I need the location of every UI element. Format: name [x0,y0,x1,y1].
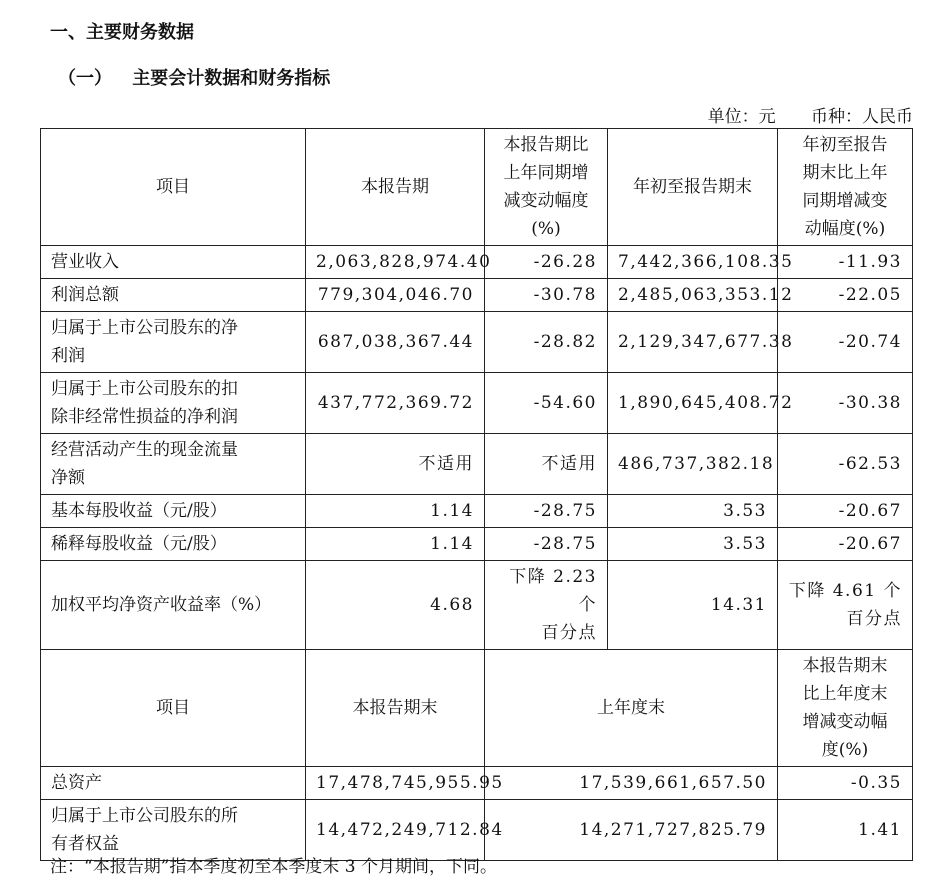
row-item-line: 总资产 [51,773,102,793]
row-item [41,528,306,561]
cell-yoy [485,312,608,373]
row-item-line: 归属于上市公司股东的净 [51,318,238,338]
cell-period-end: 17,478,745,955.95 [306,767,485,800]
header-line: 本报告期比 [503,135,589,155]
cell-change: -0.35 [778,767,913,800]
cell-period-end: 14,472,249,712.84 [306,800,485,861]
unit-label: 单位：元 [707,107,776,127]
cell-current: 1.14 [306,528,485,561]
row-item-line: 有者权益 [51,834,119,854]
subsection-title-text: 主要会计数据和财务指标 [132,68,331,89]
header-line: 增减变动幅 [802,712,888,732]
cell-current: 4.68 [306,561,485,650]
row-item-line: 经营活动产生的现金流量 [51,440,238,460]
cell-ytd: 1,890,645,408.72 [608,373,778,434]
cell-line: 百分点 [846,609,902,629]
table-row [41,528,913,561]
row-item-line: 基本每股收益（元/股） [51,501,227,521]
header-line: 度(%) [821,740,869,760]
cell-ytd: 2,485,063,353.12 [608,279,778,312]
header-line: 本报告期末 [802,656,888,676]
cell-line: 百分点 [541,623,597,643]
cell-change: 1.41 [778,800,913,861]
cell-ytd-yoy [778,312,913,373]
cell-yoy [485,279,608,312]
cell-line: -54.60 [533,393,597,413]
unit-line [708,102,913,127]
cell-ytd-yoy [778,495,913,528]
cell-line: -20.74 [838,332,902,352]
header-line: 期末比上年 [802,163,888,183]
row-item-line: 利润 [51,346,85,366]
row-item [41,279,306,312]
cell-current: 1.14 [306,495,485,528]
row-item [41,767,306,800]
cell-ytd-yoy [778,561,913,650]
header-line: 减变动幅度 [503,191,589,211]
subsection-title [58,64,330,90]
cell-line: -26.28 [533,252,597,272]
cell-line: -62.53 [838,454,902,474]
table-row [41,373,913,434]
cell-line: -22.05 [838,285,902,305]
row-item [41,434,306,495]
row-item [41,561,306,650]
row-item-line: 营业收入 [51,252,119,272]
cell-ytd-yoy [778,373,913,434]
row-item [41,246,306,279]
currency-label: 币种：人民币 [811,107,913,127]
cell-line: -28.82 [533,332,597,352]
row-item [41,495,306,528]
header-ytd: 年初至报告期末 [608,129,778,246]
cell-line: -30.78 [533,285,597,305]
cell-ytd-yoy [778,434,913,495]
header-line: 比上年度末 [802,684,888,704]
cell-ytd: 7,442,366,108.35 [608,246,778,279]
header-line: 动幅度(%) [804,219,886,239]
table-row [41,312,913,373]
cell-prior-year-end: 14,271,727,825.79 [485,800,778,861]
cell-yoy [485,495,608,528]
header-item: 项目 [41,129,306,246]
financial-data-table [40,128,913,861]
cell-line: -28.75 [533,501,597,521]
header-yoy [485,129,608,246]
cell-ytd: 486,737,382.18 [608,434,778,495]
row-item-line: 除非经常性损益的净利润 [51,407,238,427]
table-row [41,279,913,312]
header-ytd-yoy [778,129,913,246]
footnote: 注：“本报告期”指本季度初至本季度末 3 个月期间，下同。 [50,857,498,877]
cell-ytd: 3.53 [608,528,778,561]
header-line: 同期增减变 [802,191,888,211]
cell-current: 不适用 [306,434,485,495]
header-current: 本报告期 [306,129,485,246]
cell-current: 2,063,828,974.40 [306,246,485,279]
row-item-line: 归属于上市公司股东的扣 [51,379,238,399]
row-item-line: 归属于上市公司股东的所 [51,806,238,826]
cell-ytd: 3.53 [608,495,778,528]
cell-line: -28.75 [533,534,597,554]
cell-yoy [485,561,608,650]
cell-line: -20.67 [838,501,902,521]
header-line: (%) [531,219,561,239]
cell-yoy [485,246,608,279]
cell-ytd-yoy [778,528,913,561]
cell-line: -30.38 [838,393,902,413]
header-line: 年初至报告 [802,135,888,155]
cell-yoy [485,434,608,495]
cell-current: 779,304,046.70 [306,279,485,312]
header-row-2 [41,650,913,767]
cell-line: -11.93 [838,252,902,272]
cell-ytd-yoy [778,246,913,279]
header-period-end: 本报告期末 [306,650,485,767]
table-row [41,246,913,279]
cell-prior-year-end: 17,539,661,657.50 [485,767,778,800]
section-title: 一、主要财务数据 [50,22,194,43]
row-item [41,373,306,434]
table-row [41,767,913,800]
cell-ytd: 14.31 [608,561,778,650]
header-item: 项目 [41,650,306,767]
cell-line: 下降 2.23 个 [509,567,597,615]
header-line: 上年同期增 [503,163,589,183]
cell-line: -20.67 [838,534,902,554]
cell-ytd: 2,129,347,677.38 [608,312,778,373]
header-prior-year-end: 上年度末 [485,650,778,767]
header-change [778,650,913,767]
row-item [41,312,306,373]
cell-ytd-yoy [778,279,913,312]
row-item-line: 加权平均净资产收益率（%） [51,595,272,615]
row-item-line: 净额 [51,468,85,488]
cell-current: 687,038,367.44 [306,312,485,373]
header-row-1 [41,129,913,246]
cell-current: 437,772,369.72 [306,373,485,434]
cell-line: 下降 4.61 个 [788,581,902,601]
cell-yoy [485,528,608,561]
row-item-line: 利润总额 [51,285,119,305]
subsection-number: （一） [58,68,112,89]
table-row [41,495,913,528]
row-item-line: 稀释每股收益（元/股） [51,534,227,554]
table-row [41,561,913,650]
cell-yoy [485,373,608,434]
cell-line: 不适用 [541,454,597,474]
table-row [41,434,913,495]
